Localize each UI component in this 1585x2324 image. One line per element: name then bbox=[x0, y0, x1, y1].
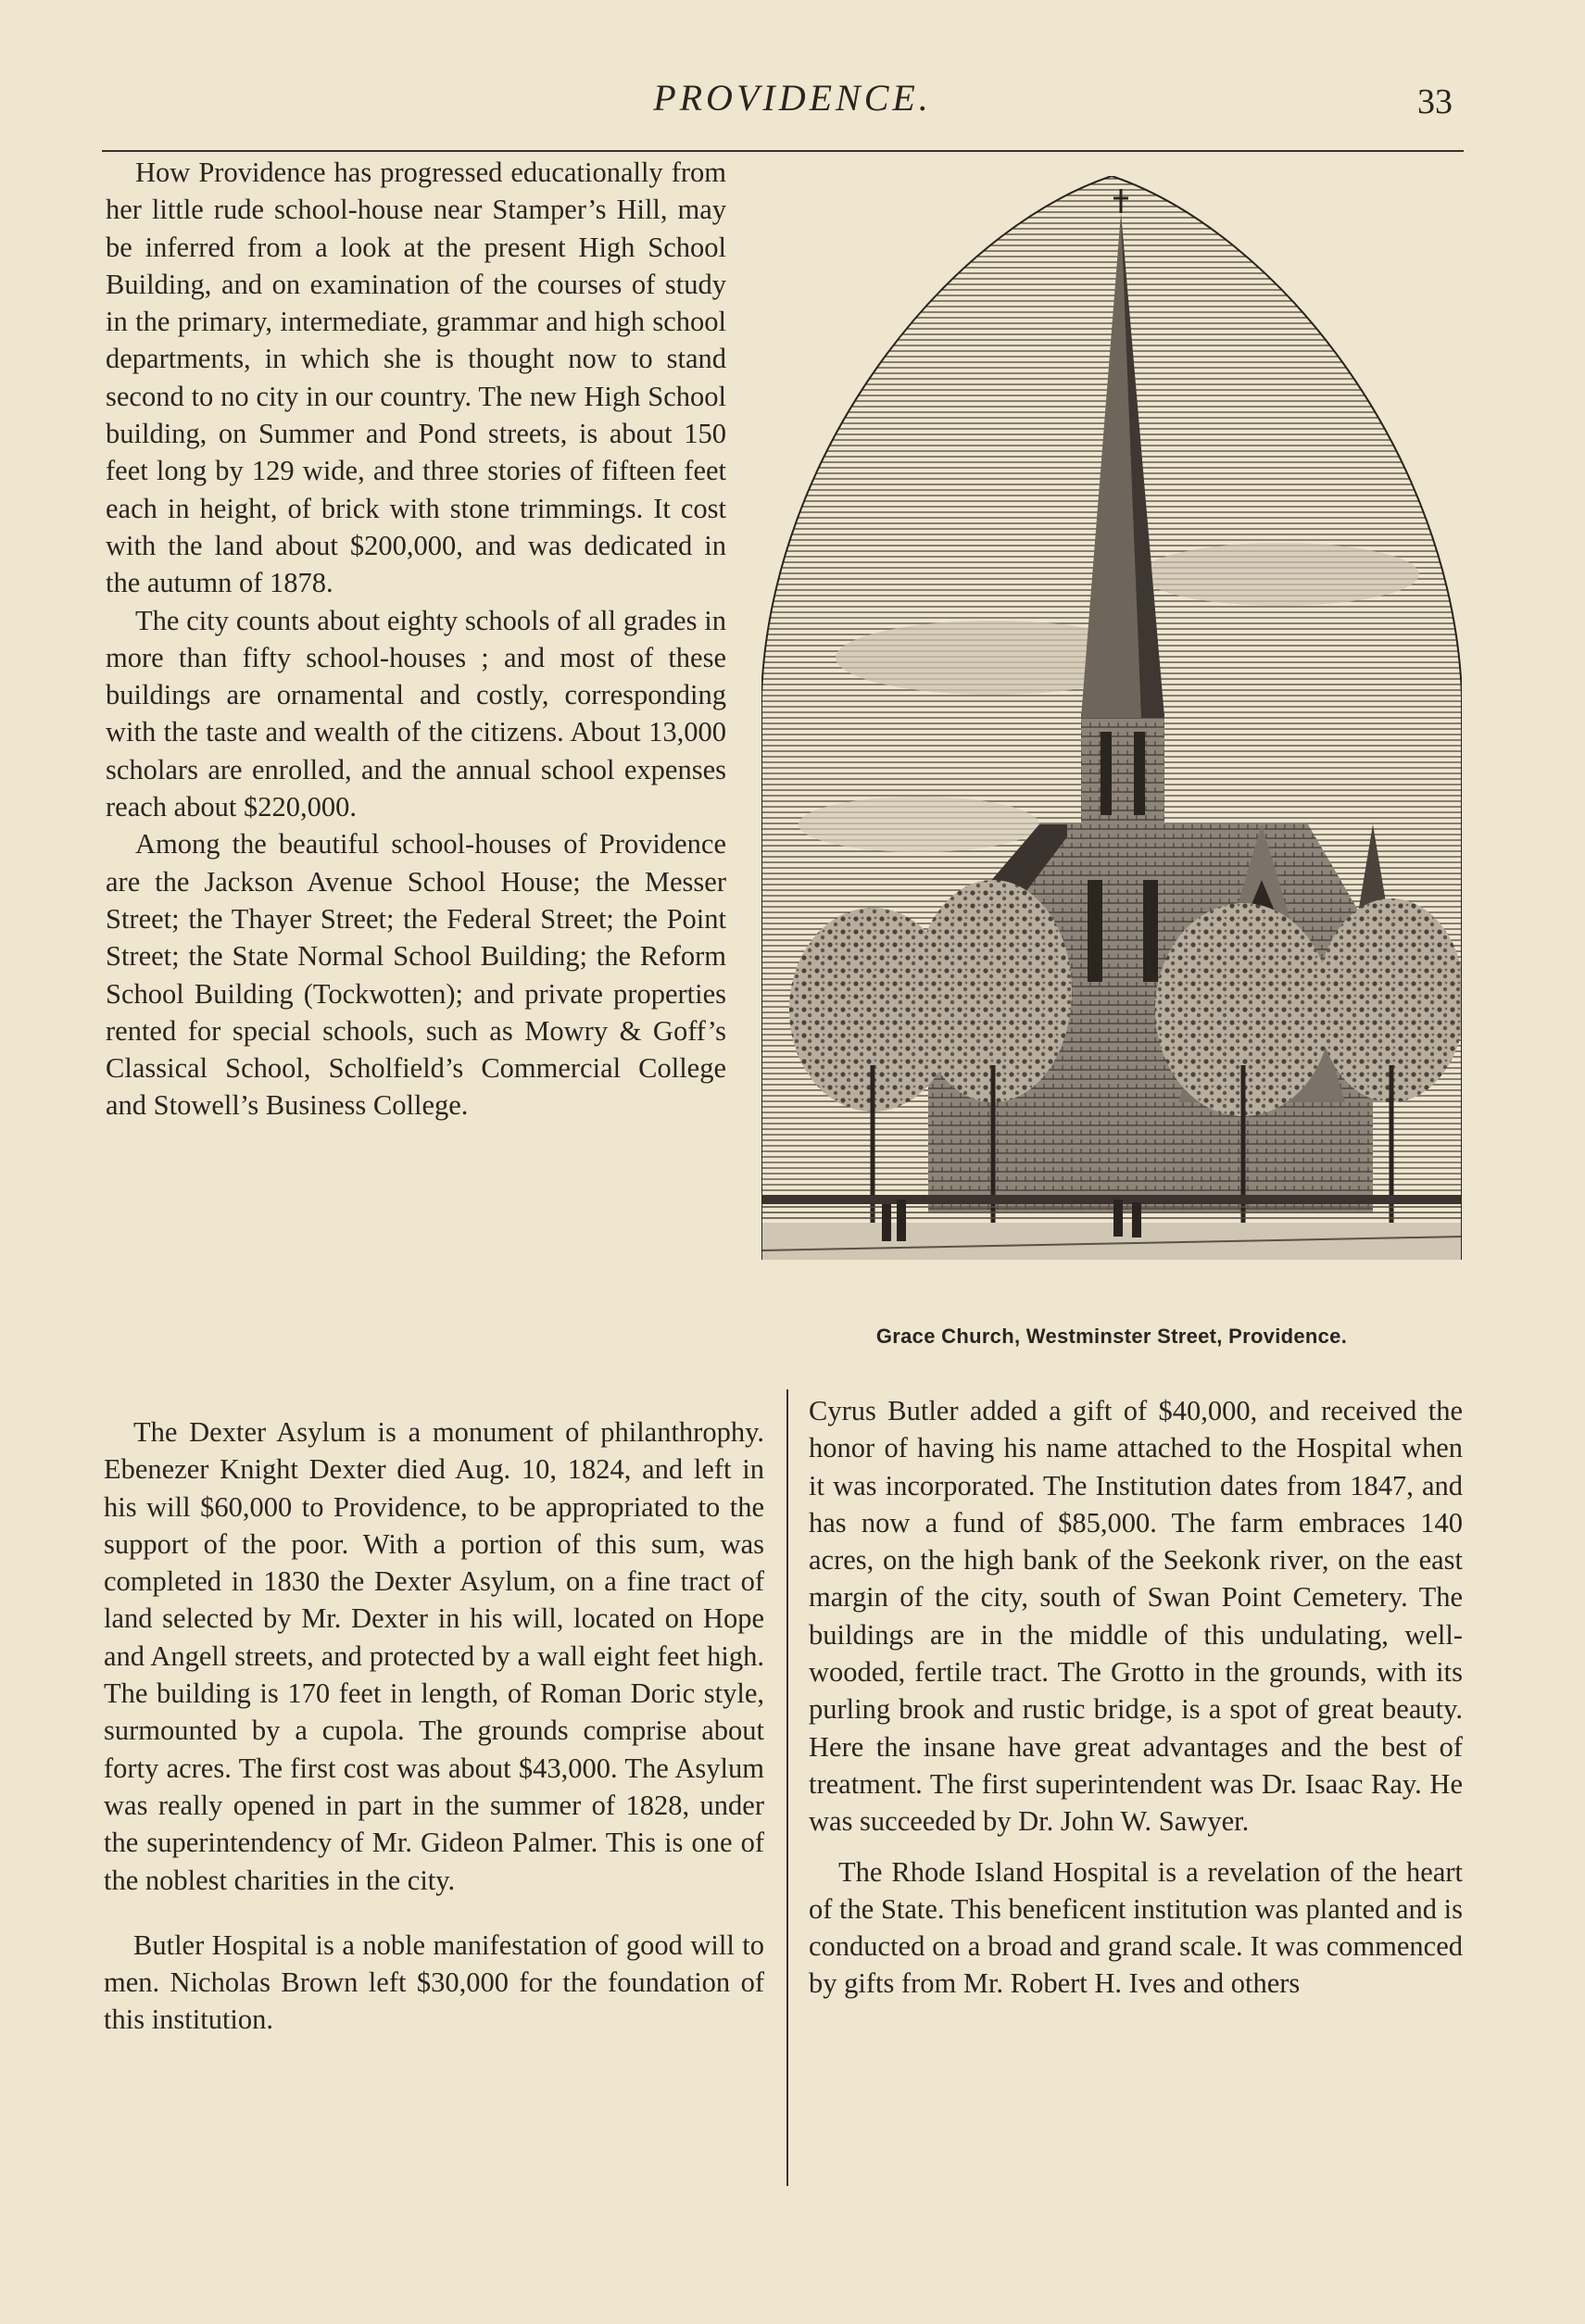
paragraph-rhode-island-hospital: The Rhode Island Hospital is a revelation of the heart of the State. This beneficent institution was planted and is conducted on a broad and grand scale. It was commenced by gifts from Mr. Robert H. Ives and others bbox=[809, 1855, 1463, 2000]
figure-caption: Grace Church, Westminster Street, Providence. bbox=[875, 1325, 1348, 1348]
running-title: PROVIDENCE. bbox=[653, 77, 932, 119]
paragraph-butler-continued: Cyrus Butler added a gift of $40,000, and received the honor of having his name attached to the Hospital when it was incorporated. The Institution dates from 1847, and has now a fund of $85,000. The farm embraces 140 acres, on the high bank of the Seekonk river, on the east margin of the city, south of Swan Point Cemetery. The buildings are in the middle of this undulating, well-wooded, fertile tract. The Grotto in the grounds, with its purling brook and rustic bridge, is a spot of great beauty. Here the insane have great advantages and the best of treatment. The first superintendent was Dr. Isaac Ray. He was succeeded by Dr. John W. Sawyer. bbox=[809, 1395, 1463, 1838]
header-rule bbox=[102, 150, 1464, 152]
text-column-right bbox=[809, 1392, 1463, 2003]
paragraph-butler-hospital: Butler Hospital is a noble manifestation of good will to men. Nicholas Brown left $30,000 for the foundation of this institution. bbox=[104, 1928, 764, 2036]
paragraph-dexter-asylum: The Dexter Asylum is a monument of philanthrophy. Ebenezer Knight Dexter died Aug. 10, 1824, and left in his will $60,000 to Providence, to be appropriated to the support of the poor. With a portion of this sum, was completed in 1830 the Dexter Asylum, on a fine tract of land selected by Mr. Dexter in his will, located on Hope and Angell streets, and protected by a wall eight feet high. The building is 170 feet in length, of Roman Doric style, surmounted by a cupola. The grounds comprise about forty acres. The first cost was about $43,000. The Asylum was really opened in part in the summer of 1828, under the superintendency of Mr. Gideon Palmer. This is one of the noblest charities in the city. bbox=[104, 1416, 764, 1896]
paragraph-school-houses: Among the beautiful school-houses of Providence are the Jackson Avenue School House; the Messer Street; the Thayer Street; the Federal Street; the Point Street; the State Normal School Building; the Reform School Building (Tockwotten); and private properties rented for special schools, such as Mowry & Goff’s Classical School, Scholfield’s Commercial College and Stowell’s Business College. bbox=[106, 828, 726, 1122]
paragraph-school-count: The city counts about eighty schools of all grades in more than fifty school-houses ; and most of these buildings are ornamental and costly, corresponding with the taste and wealth of the citizens. About 13,000 scholars are enrolled, and the annual school expenses reach about $220,000. bbox=[106, 604, 726, 823]
column-divider bbox=[786, 1389, 788, 2186]
page-number: 33 bbox=[1417, 82, 1453, 121]
text-column-bottom-left bbox=[104, 1413, 764, 2039]
church-engraving bbox=[761, 176, 1462, 1306]
paragraph-high-school: How Providence has progressed educationally from her little rude school-house near Stamper’s Hill, may be inferred from a look at the present High School Building, and on examination of the courses of study in the primary, intermediate, grammar and high school departments, in which she is thought now to stand second to no city in our country. The new High School building, on Summer and Pond streets, is about 150 feet long by 129 wide, and three stories of fifteen feet each in height, of brick with stone trimmings. It cost with the land about $200,000, and was dedicated in the autumn of 1878. bbox=[106, 157, 726, 599]
text-column-top-left bbox=[106, 154, 726, 1124]
